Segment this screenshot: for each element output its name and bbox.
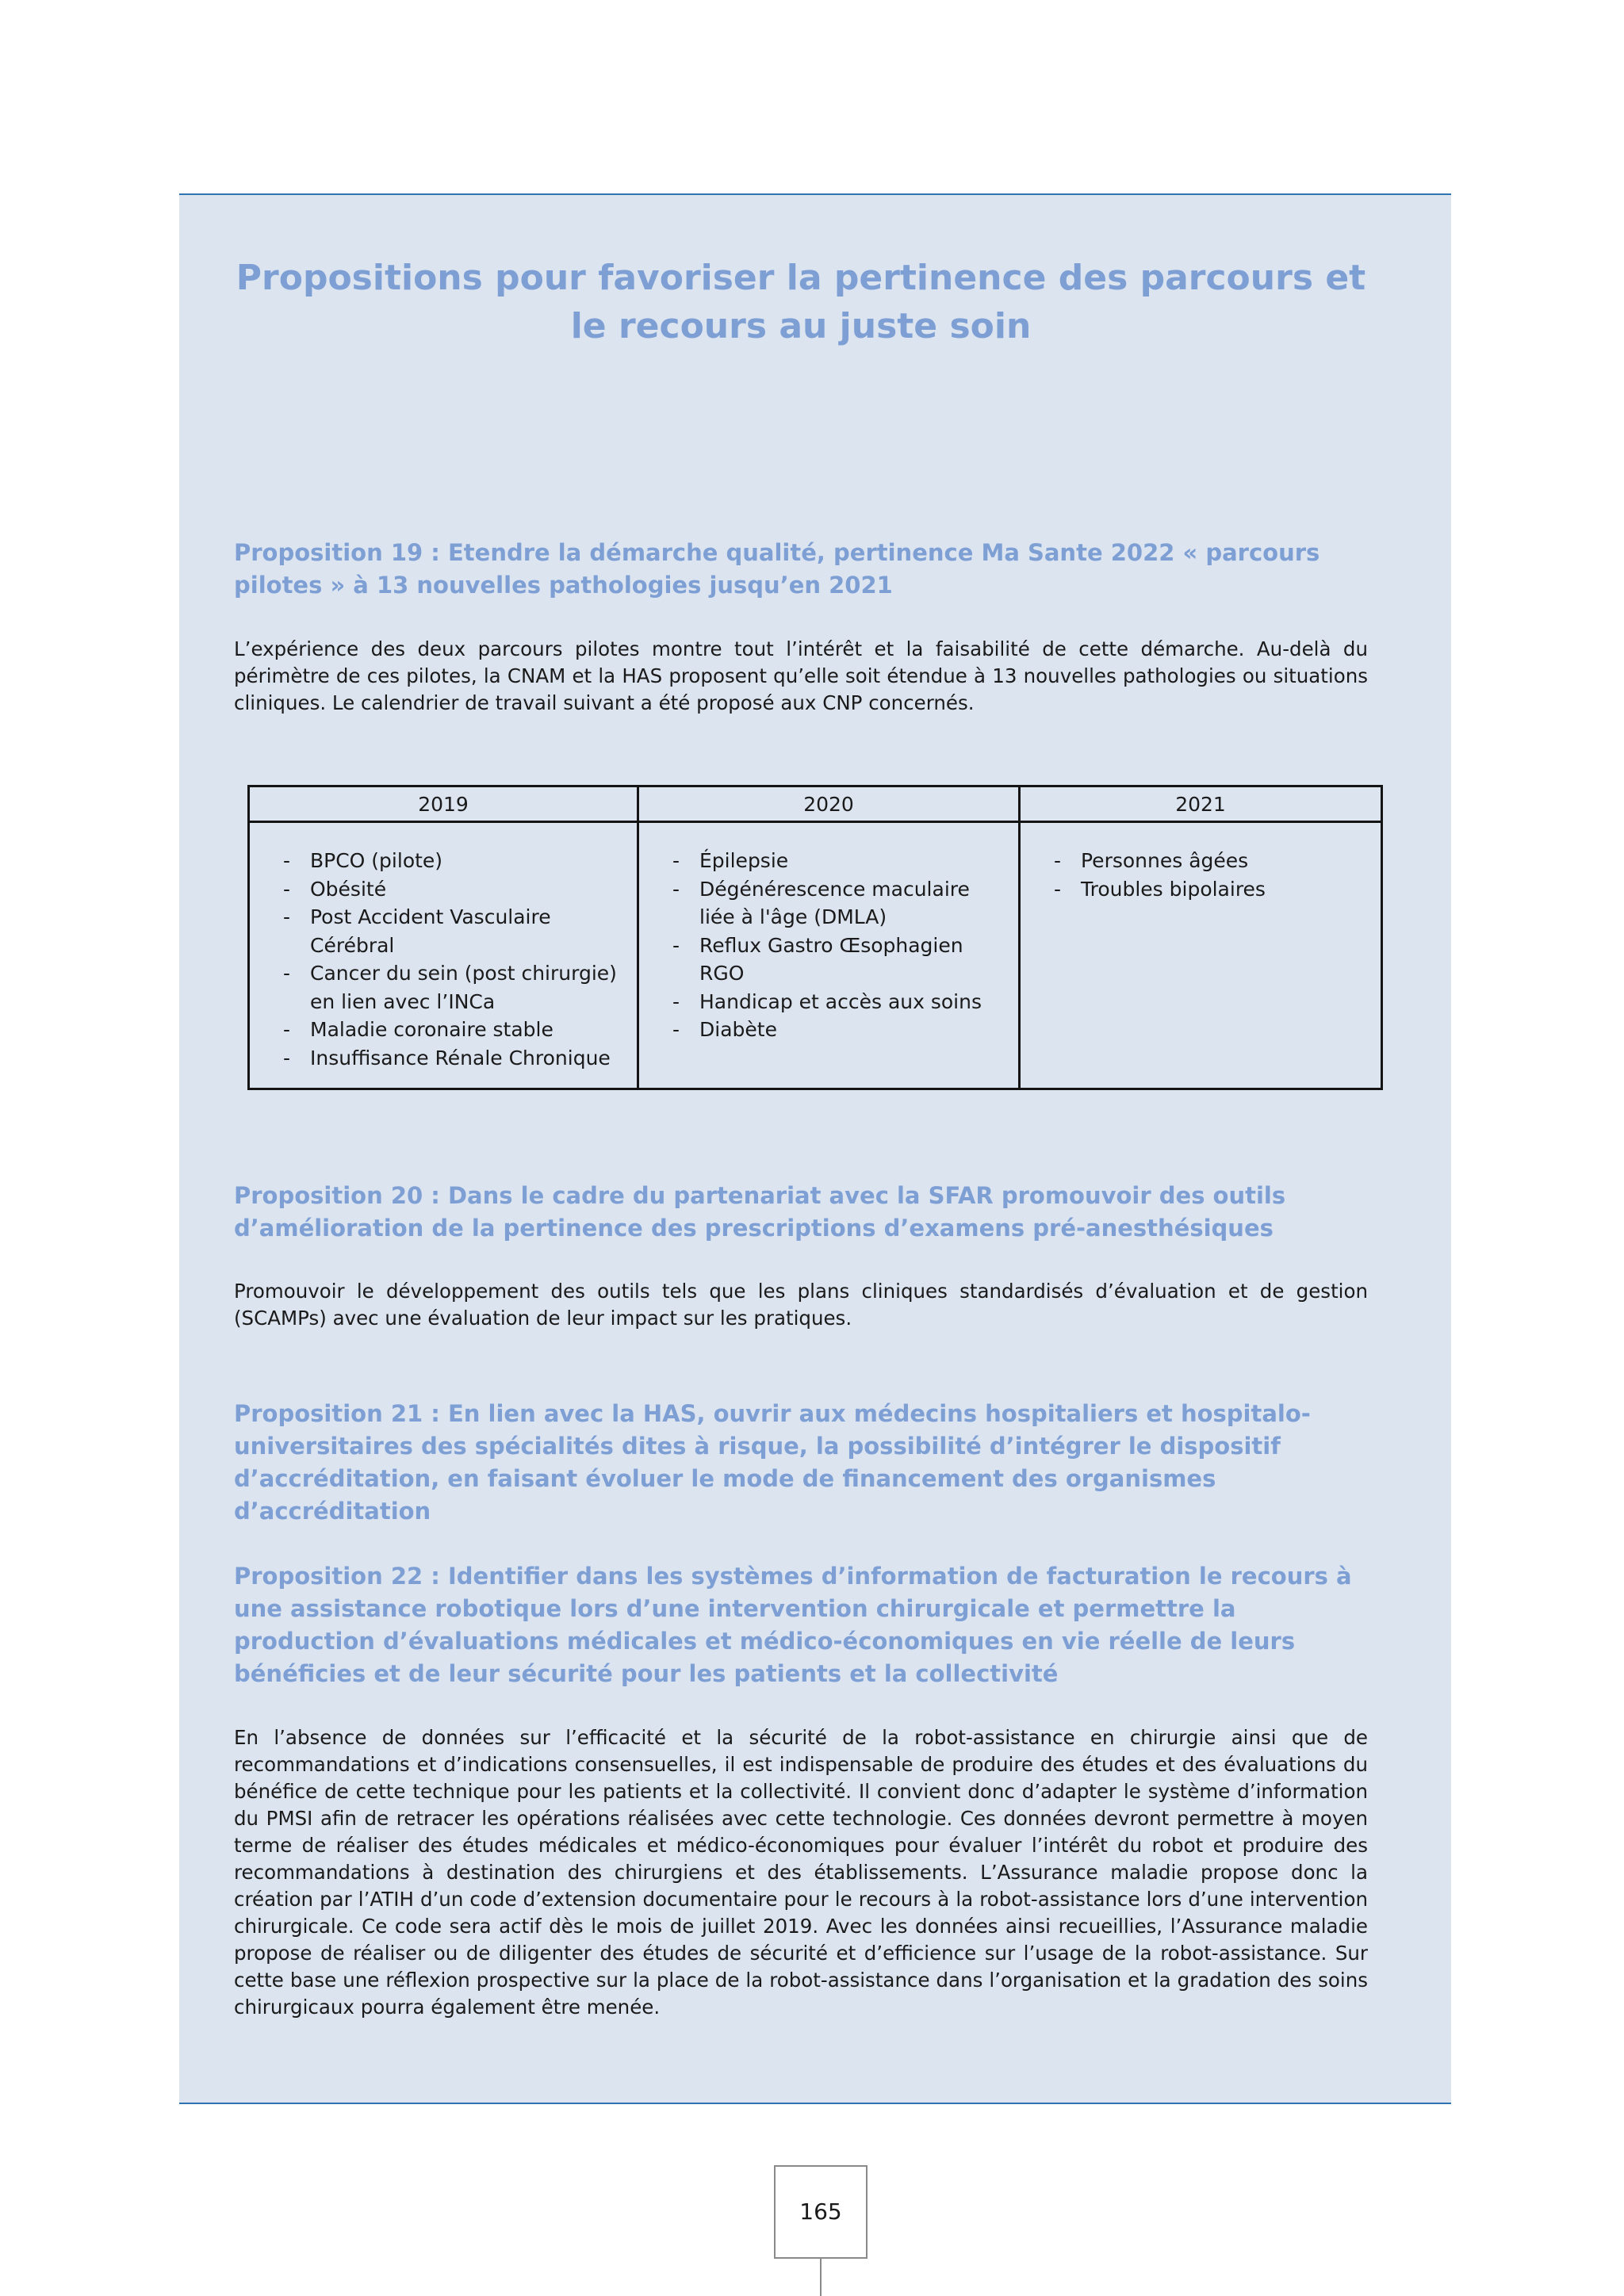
list-item: - Épilepsie bbox=[647, 847, 1010, 875]
page-number: 165 bbox=[774, 2165, 868, 2259]
list-item: - BPCO (pilote) bbox=[258, 847, 629, 875]
proposition-21-title: Proposition 21 : En lien avec la HAS, ouvrir aux médecins hospitaliers et hospitalo-universitaires des spécialités dites à risque, la possibilité d’intégrer le dispositif d’accréditation, en faisant évoluer le mode de financement des organismes d’accréditation bbox=[234, 1400, 1311, 1525]
header-2021: 2021 bbox=[1020, 786, 1382, 822]
table-row bbox=[249, 822, 1382, 1089]
proposition-19-title: Proposition 19 : Etendre la démarche qualité, pertinence Ma Sante 2022 « parcours pilotes » à 13 nouvelles pathologies jusqu’en 2021 bbox=[234, 539, 1320, 599]
list-item: - Post Accident Vasculaire Cérébral bbox=[258, 903, 629, 959]
list-item: - Troubles bipolaires bbox=[1028, 875, 1373, 904]
list-2021 bbox=[1028, 847, 1373, 903]
header-2020: 2020 bbox=[638, 786, 1020, 822]
cell-2020 bbox=[638, 822, 1020, 1089]
calendar-table bbox=[247, 785, 1383, 1090]
header-2019: 2019 bbox=[249, 786, 638, 822]
page-title: Propositions pour favoriser la pertinence des parcours et le recours au juste soin bbox=[236, 258, 1366, 346]
list-item: - Dégénérescence maculaire liée à l'âge (DMLA) bbox=[647, 875, 1010, 932]
list-item: - Reflux Gastro Œsophagien RGO bbox=[647, 932, 1010, 988]
list-item: - Handicap et accès aux soins bbox=[647, 988, 1010, 1016]
list-item: - Maladie coronaire stable bbox=[258, 1016, 629, 1044]
page-number-stem bbox=[820, 2259, 822, 2296]
proposition-20-text: Promouvoir le développement des outils tels que les plans cliniques standardisés d’évaluation et de gestion (SCAMPs) avec une évaluation de leur impact sur les pratiques. bbox=[234, 1280, 1368, 1330]
proposition-19-text: L’expérience des deux parcours pilotes montre tout l’intérêt et la faisabilité de cette démarche. Au-delà du périmètre de ces pilotes, la CNAM et la HAS proposent qu’elle soit étendue à 13 nouvelles pathologies ou situations cliniques. Le calendrier de travail suivant a été proposé aux CNP concernés. bbox=[234, 637, 1368, 714]
cell-2019 bbox=[249, 822, 638, 1089]
list-item: - Cancer du sein (post chirurgie) en lien avec l’INCa bbox=[258, 959, 629, 1016]
proposition-22-text: En l’absence de données sur l’efficacité et la sécurité de la robot-assistance en chirurgie ainsi que de recommandations et d’indications consensuelles, il est indispensable de produire des études et des évaluations du bénéfice de cette technique pour les patients et la collectivité. Il convient donc d’adapter le système d’information du PMSI afin de retracer les opérations réalisées avec cette technologie. Ces données devront permettre à moyen terme de réaliser des études médicales et médico-économiques pour évaluer l’intérêt du robot et produire des recommandations à destination des chirurgiens et des établissements. L’Assurance maladie propose donc la création par l’ATIH d’un code d’extension documentaire pour le recours à la robot-assistance lors d’une intervention chirurgicale. Ce code sera actif dès le mois de juillet 2019. Avec les données ainsi recueillies, l’Assurance maladie propose de réaliser ou de diligenter des études de sécurité et d’efficience sur l’usage de la robot-assistance. Sur cette base une réflexion prospective sur la place de la robot-assistance dans l’organisation et la gradation des soins chirurgicaux pourra également être menée. bbox=[234, 1726, 1368, 2019]
proposition-20-title: Proposition 20 : Dans le cadre du partenariat avec la SFAR promouvoir des outils d’amélioration de la pertinence des prescriptions d’examens pré-anesthésiques bbox=[234, 1182, 1286, 1242]
cell-2021 bbox=[1020, 822, 1382, 1089]
list-item: - Personnes âgées bbox=[1028, 847, 1373, 875]
list-item: - Obésité bbox=[258, 875, 629, 904]
list-item: - Diabète bbox=[647, 1016, 1010, 1044]
list-item: - Insuffisance Rénale Chronique bbox=[258, 1044, 629, 1073]
proposition-22-title: Proposition 22 : Identifier dans les systèmes d’information de facturation le recours à une assistance robotique lors d’une intervention chirurgicale et permettre la production d’évaluations médicales et médico-économiques en vie réelle de leurs bénéficies et de leur sécurité pour les patients et la collectivité bbox=[234, 1563, 1352, 1687]
table-header-row bbox=[249, 786, 1382, 822]
list-2019 bbox=[258, 847, 629, 1072]
list-2020 bbox=[647, 847, 1010, 1044]
